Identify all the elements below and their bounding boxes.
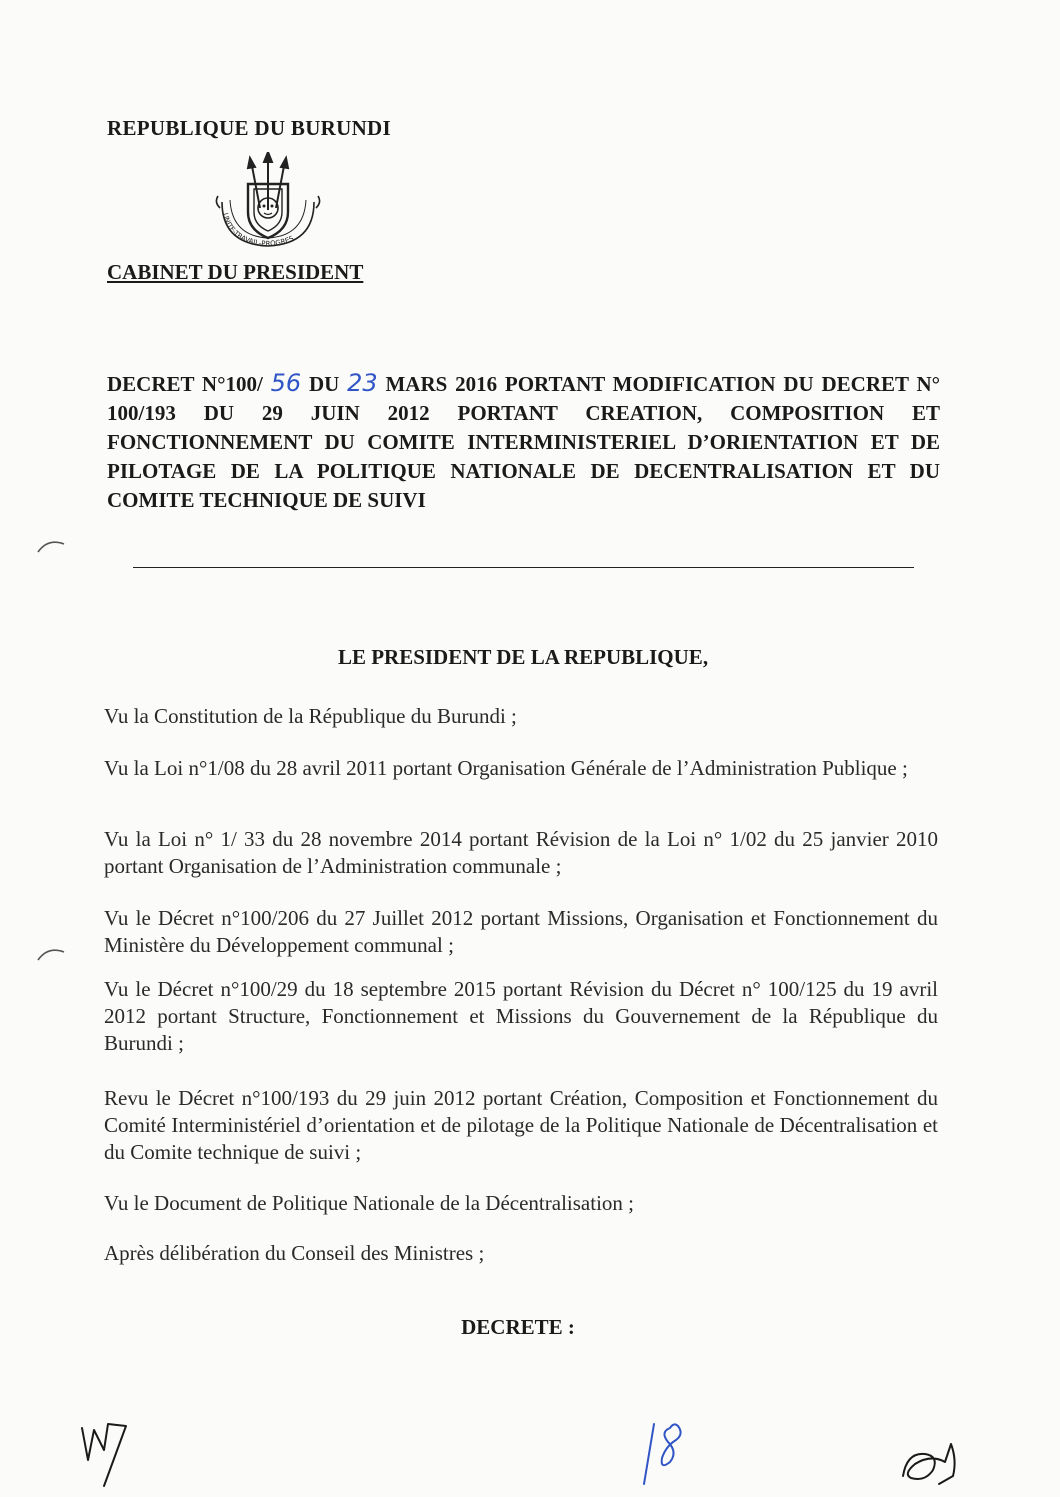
svg-text:UNITE-TRAVAIL-PROGRES <box>221 212 296 248</box>
decrete-heading: DECRETE : <box>461 1315 575 1339</box>
title-separator-rule <box>133 567 914 568</box>
punch-hole-mark-bottom <box>34 944 68 964</box>
consideration-4: Vu le Décret n°100/206 du 27 Juillet 2012 portant Missions, Organisation et Fonctionnement du Ministère du Développement communal ; <box>104 906 938 957</box>
office-heading: CABINET DU PRESIDENT <box>107 260 364 284</box>
initial-mark-left <box>74 1420 134 1490</box>
coat-of-arms-icon <box>212 152 324 254</box>
handwritten-decree-number: 56 <box>270 369 302 397</box>
country-heading: REPUBLIQUE DU BURUNDI <box>107 116 391 140</box>
decree-title-rest: MARS 2016 PORTANT MODIFICATION DU DECRET N° 100/193 DU 29 JUIN 2012 PORTANT CREATION, COMPOSITION ET FONCTIONNEMENT DU COMITE INTERMINISTERIEL D’ORIENTATION ET DE PILOTAGE DE LA POLITIQUE NATIONALE DE DECENTRALISATION ET DU COMITE TECHNIQUE DE SUIVI <box>107 372 941 512</box>
decree-title <box>107 369 940 515</box>
president-heading: LE PRESIDENT DE LA REPUBLIQUE, <box>337 645 709 669</box>
handwritten-decree-day: 23 <box>347 369 378 397</box>
consideration-3: Vu la Loi n° 1/ 33 du 28 novembre 2014 portant Révision de la Loi n° 1/02 du 25 janvier 2010 portant Organisation de l’Administration communale ; <box>104 827 938 878</box>
consideration-5: Vu le Décret n°100/29 du 18 septembre 2015 portant Révision du Décret n° 100/125 du 19 avril 2012 portant Structure, Fonctionnement et Missions du Gouvernement de la République du Burundi ; <box>104 977 938 1055</box>
decree-title-prefix: DECRET N°100/ <box>107 372 263 396</box>
consideration-8: Après délibération du Conseil des Ministres ; <box>104 1241 485 1265</box>
initial-mark-right <box>895 1440 965 1490</box>
consideration-6: Revu le Décret n°100/193 du 29 juin 2012 portant Création, Composition et Fonctionnement du Comité Interministériel d’orientation et de pilotage de la Politique Nationale de Décentralisation et du Comite technique de suivi ; <box>104 1086 938 1164</box>
punch-hole-mark-top <box>34 536 68 556</box>
consideration-2: Vu la Loi n°1/08 du 28 avril 2011 portant Organisation Générale de l’Administration Publique ; <box>104 756 908 780</box>
consideration-7: Vu le Document de Politique Nationale de la Décentralisation ; <box>104 1191 634 1215</box>
consideration-1: Vu la Constitution de la République du Burundi ; <box>104 704 517 728</box>
decree-title-du: DU <box>308 372 340 396</box>
emblem-motto: UNITE-TRAVAIL-PROGRES <box>221 212 296 249</box>
initial-mark-center <box>640 1418 696 1490</box>
